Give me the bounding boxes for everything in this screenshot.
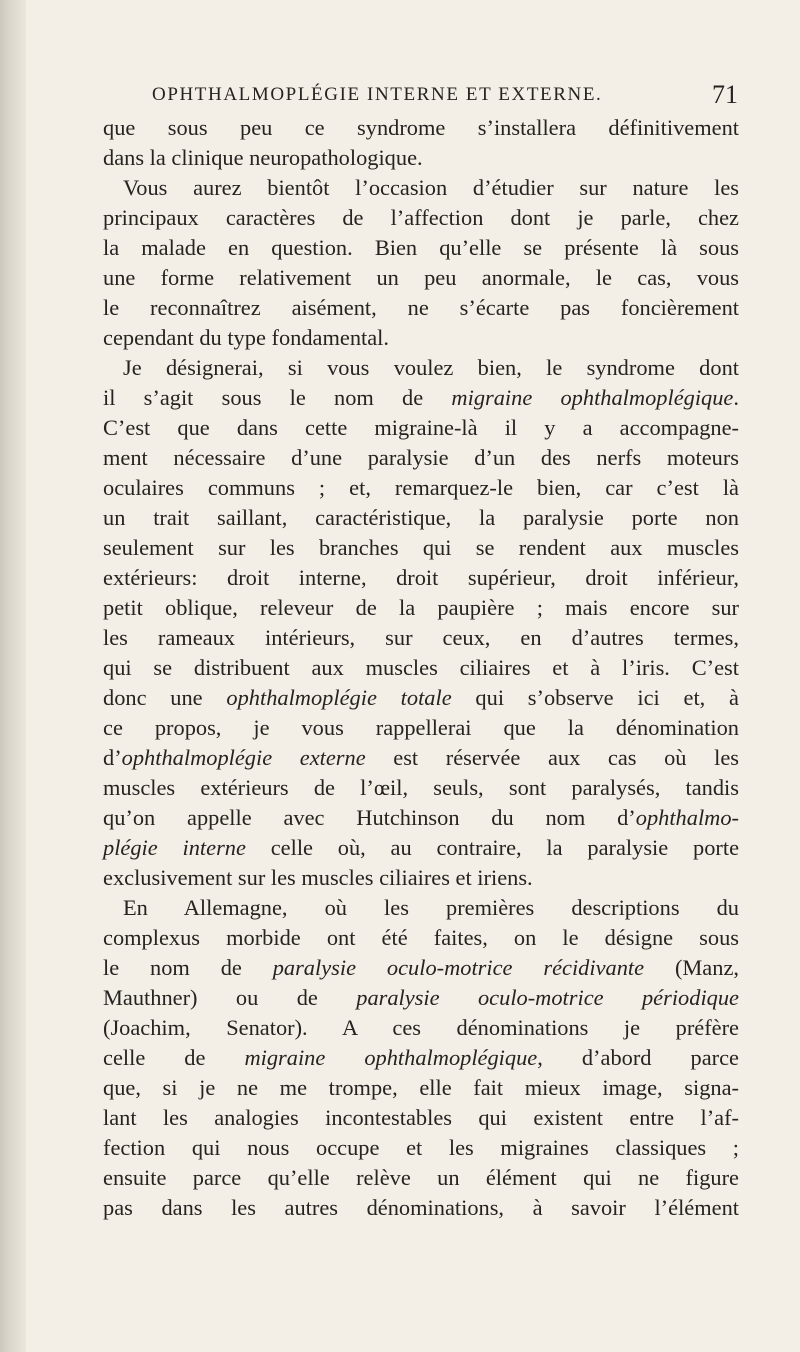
text-line: celle de migraine ophthalmoplégique, d’abord parce (103, 1045, 739, 1070)
text-line: ensuite parce qu’elle relève un élément qui ne figure (103, 1165, 739, 1190)
text-line: une forme relativement un peu anormale, le cas, vous (103, 265, 739, 290)
text-line: dans la clinique neuropathologique. (103, 145, 423, 170)
text-line: Vous aurez bientôt l’occasion d’étudier sur nature les (123, 175, 739, 200)
text-line: qui se distribuent aux muscles ciliaires et à l’iris. C’est (103, 655, 739, 680)
text-line: Je désignerai, si vous voulez bien, le syndrome dont (123, 355, 739, 380)
text-line: que, si je ne me trompe, elle fait mieux image, signa- (103, 1075, 739, 1100)
text-line: (Joachim, Senator). A ces dénominations je préfère (103, 1015, 739, 1040)
text-line: ment nécessaire d’une paralysie d’un des nerfs moteurs (103, 445, 739, 470)
text-line: un trait saillant, caractéristique, la paralysie porte non (103, 505, 739, 530)
text-line: que sous peu ce syndrome s’installera définitivement (103, 115, 739, 140)
text-line: C’est que dans cette migraine-là il y a accompagne- (103, 415, 739, 440)
text-line: petit oblique, releveur de la paupière ; mais encore sur (103, 595, 739, 620)
text-line: oculaires communs ; et, remarquez-le bien, car c’est là (103, 475, 739, 500)
text-line: le nom de paralysie oculo-motrice récidivante (Manz, (103, 955, 739, 980)
text-line: complexus morbide ont été faites, on le désigne sous (103, 925, 739, 950)
text-line: ce propos, je vous rappellerai que la dénomination (103, 715, 739, 740)
text-line: la malade en question. Bien qu’elle se présente là sous (103, 235, 739, 260)
text-line: En Allemagne, où les premières descriptions du (123, 895, 739, 920)
text-line: extérieurs: droit interne, droit supérieur, droit inférieur, (103, 565, 739, 590)
running-head (152, 80, 738, 110)
page-number: 71 (712, 80, 738, 109)
body-text (103, 113, 739, 1223)
text-line: Mauthner) ou de paralysie oculo-motrice périodique (103, 985, 739, 1010)
text-line: lant les analogies incontestables qui existent entre l’af- (103, 1105, 739, 1130)
text-line: fection qui nous occupe et les migraines classiques ; (103, 1135, 739, 1160)
text-line: exclusivement sur les muscles ciliaires et iriens. (103, 865, 533, 890)
text-line: cependant du type fondamental. (103, 325, 389, 350)
text-line: seulement sur les branches qui se rendent aux muscles (103, 535, 739, 560)
text-line: le reconnaîtrez aisément, ne s’écarte pas foncièrement (103, 295, 739, 320)
text-line: pas dans les autres dénominations, à savoir l’élément (103, 1195, 739, 1220)
text-line: donc une ophthalmoplégie totale qui s’observe ici et, à (103, 685, 739, 710)
running-title: OPHTHALMOPLÉGIE INTERNE ET EXTERNE. (152, 84, 603, 105)
text-line: muscles extérieurs de l’œil, seuls, sont paralysés, tandis (103, 775, 739, 800)
text-line: principaux caractères de l’affection dont je parle, chez (103, 205, 739, 230)
text-line: les rameaux intérieurs, sur ceux, en d’autres termes, (103, 625, 739, 650)
text-line: d’ophthalmoplégie externe est réservée aux cas où les (103, 745, 739, 770)
text-line: il s’agit sous le nom de migraine ophthalmoplégique. (103, 385, 739, 410)
text-line: plégie interne celle où, au contraire, la paralysie porte (103, 835, 740, 860)
text-line: qu’on appelle avec Hutchinson du nom d’ophthalmo- (103, 805, 739, 830)
